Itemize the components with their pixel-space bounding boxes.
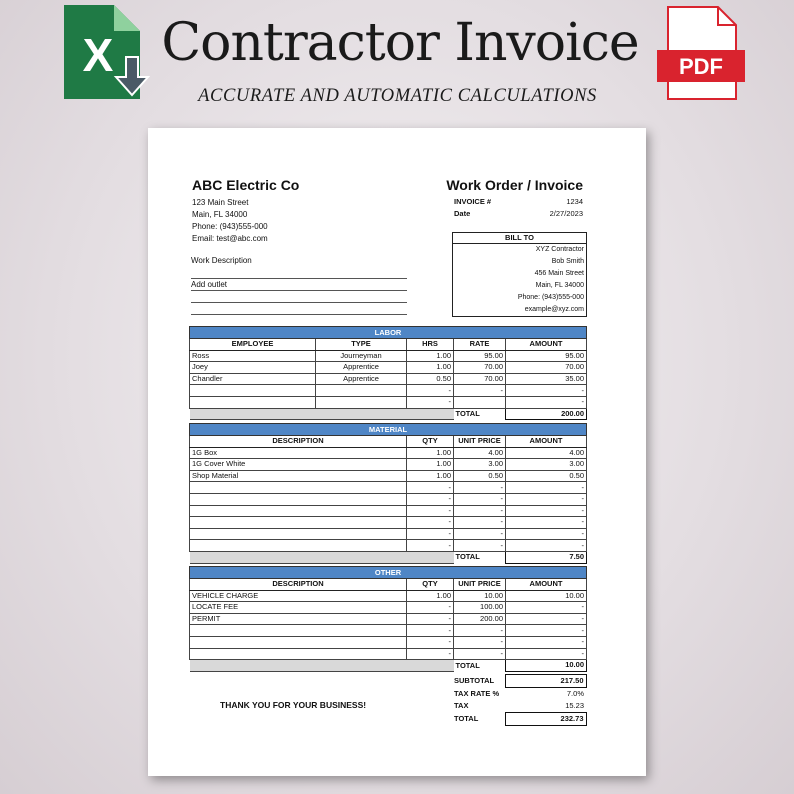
table-cell[interactable]: 3.00 xyxy=(506,459,587,471)
subtotal-row xyxy=(452,675,586,688)
material-total-value: 7.50 xyxy=(506,551,587,563)
table-cell[interactable]: VEHICLE CHARGE xyxy=(190,590,407,602)
company-address-line1: 123 Main Street xyxy=(192,198,249,207)
table-cell[interactable]: - xyxy=(407,385,454,397)
labor-total-label: TOTAL xyxy=(454,408,506,420)
table-row xyxy=(190,528,587,540)
table-row xyxy=(190,470,587,482)
table-cell[interactable]: - xyxy=(506,613,587,625)
table-cell[interactable]: - xyxy=(407,505,454,517)
column-header: EMPLOYEE xyxy=(190,339,316,351)
invoice-number[interactable]: 1234 xyxy=(566,197,583,206)
table-cell[interactable]: - xyxy=(506,636,587,648)
table-cell[interactable]: - xyxy=(454,625,506,637)
table-row xyxy=(190,648,587,660)
table-cell[interactable]: - xyxy=(407,517,454,529)
table-cell[interactable]: 1.00 xyxy=(407,459,454,471)
table-cell[interactable] xyxy=(190,396,316,408)
table-cell[interactable]: Apprentice xyxy=(316,373,407,385)
table-cell[interactable] xyxy=(190,482,407,494)
table-cell[interactable]: - xyxy=(454,528,506,540)
table-cell[interactable]: Apprentice xyxy=(316,362,407,374)
table-cell[interactable]: - xyxy=(454,636,506,648)
table-cell[interactable]: LOCATE FEE xyxy=(190,602,407,614)
table-cell[interactable]: - xyxy=(506,625,587,637)
column-header: DESCRIPTION xyxy=(190,436,407,448)
table-row xyxy=(190,636,587,648)
table-cell[interactable]: 200.00 xyxy=(454,613,506,625)
table-cell[interactable] xyxy=(190,540,407,552)
table-cell[interactable]: - xyxy=(506,540,587,552)
table-row xyxy=(190,350,587,362)
table-cell[interactable]: 3.00 xyxy=(454,459,506,471)
other-total-row xyxy=(190,660,587,672)
table-cell[interactable]: - xyxy=(506,396,587,408)
banner-title: Contractor Invoice xyxy=(161,13,639,73)
material-table xyxy=(189,423,587,564)
table-cell[interactable]: 35.00 xyxy=(506,373,587,385)
tax-rate-value[interactable]: 7.0% xyxy=(566,689,584,698)
material-total-label: TOTAL xyxy=(454,551,506,563)
table-cell[interactable]: - xyxy=(506,602,587,614)
labor-total-row xyxy=(190,408,587,420)
column-header: DESCRIPTION xyxy=(190,579,407,591)
labor-table xyxy=(189,326,587,420)
pdf-icon xyxy=(656,6,746,100)
company-name: ABC Electric Co xyxy=(192,177,300,193)
table-cell[interactable]: 4.00 xyxy=(454,447,506,459)
table-cell[interactable] xyxy=(190,517,407,529)
invoice-date[interactable]: 2/27/2023 xyxy=(549,209,583,218)
tax-row xyxy=(452,700,586,713)
work-description-line[interactable]: Add outlet xyxy=(191,278,407,291)
table-row xyxy=(190,613,587,625)
table-cell[interactable]: 70.00 xyxy=(454,373,506,385)
table-cell[interactable]: - xyxy=(506,528,587,540)
labor-column-headers xyxy=(190,339,587,351)
excel-icon xyxy=(62,5,150,105)
other-total-value: 10.00 xyxy=(506,660,587,672)
invoice-page xyxy=(148,128,646,776)
labor-total-value: 200.00 xyxy=(506,408,587,420)
column-header: UNIT PRICE xyxy=(454,436,506,448)
bill-to-line[interactable]: Phone: (943)555-000 xyxy=(517,294,584,301)
invoice-number-label: INVOICE # xyxy=(454,197,492,206)
date-label: Date xyxy=(454,209,471,218)
column-header: AMOUNT xyxy=(506,339,587,351)
table-cell[interactable]: 1.00 xyxy=(407,350,454,362)
svg-text:X: X xyxy=(82,29,114,81)
table-cell[interactable]: 4.00 xyxy=(506,447,587,459)
table-cell[interactable] xyxy=(190,648,407,660)
material-total-row xyxy=(190,551,587,563)
bill-to-line[interactable]: Main, FL 34000 xyxy=(535,282,584,289)
table-cell[interactable] xyxy=(190,493,407,505)
table-cell[interactable]: Journeyman xyxy=(316,350,407,362)
table-cell[interactable]: 0.50 xyxy=(506,470,587,482)
bill-to-line[interactable]: 456 Main Street xyxy=(534,270,584,277)
other-band xyxy=(190,567,587,579)
table-cell[interactable]: - xyxy=(454,505,506,517)
material-band xyxy=(190,424,587,436)
table-row xyxy=(190,602,587,614)
table-cell[interactable]: - xyxy=(407,625,454,637)
column-header: AMOUNT xyxy=(506,579,587,591)
other-table xyxy=(189,566,587,672)
table-cell[interactable]: - xyxy=(407,493,454,505)
table-cell[interactable]: 0.50 xyxy=(407,373,454,385)
table-cell[interactable]: - xyxy=(454,493,506,505)
column-header: QTY xyxy=(407,436,454,448)
table-cell[interactable]: - xyxy=(407,528,454,540)
table-cell[interactable]: 1.00 xyxy=(407,447,454,459)
table-cell[interactable]: 100.00 xyxy=(454,602,506,614)
total-spacer xyxy=(190,408,454,420)
table-cell[interactable]: Ross xyxy=(190,350,316,362)
bill-to-line[interactable]: XYZ Contractor xyxy=(535,246,584,253)
other-column-headers xyxy=(190,579,587,591)
company-phone: Phone: (943)555-000 xyxy=(192,222,268,231)
table-cell[interactable]: - xyxy=(506,505,587,517)
tax-value: 15.23 xyxy=(565,701,584,710)
table-row xyxy=(190,447,587,459)
material-heading: MATERIAL xyxy=(190,424,587,436)
work-description-label: Work Description xyxy=(191,256,252,265)
svg-text:PDF: PDF xyxy=(679,54,723,79)
total-spacer xyxy=(190,551,454,563)
table-cell[interactable] xyxy=(190,625,407,637)
work-description-line[interactable] xyxy=(191,291,407,303)
table-row xyxy=(190,540,587,552)
table-row xyxy=(190,625,587,637)
table-cell[interactable]: - xyxy=(454,482,506,494)
table-cell[interactable]: - xyxy=(506,648,587,660)
table-cell[interactable]: - xyxy=(454,540,506,552)
column-header: RATE xyxy=(454,339,506,351)
table-row xyxy=(190,493,587,505)
table-cell[interactable]: 95.00 xyxy=(454,350,506,362)
table-cell[interactable]: 1G Cover White xyxy=(190,459,407,471)
table-cell[interactable]: - xyxy=(407,636,454,648)
bill-to-heading: BILL TO xyxy=(453,233,586,244)
table-cell[interactable]: - xyxy=(454,385,506,397)
table-cell[interactable]: 1.00 xyxy=(407,362,454,374)
bill-to-line[interactable]: Bob Smith xyxy=(551,258,584,265)
labor-band xyxy=(190,327,587,339)
thank-you-note: THANK YOU FOR YOUR BUSINESS! xyxy=(220,700,367,710)
table-row xyxy=(190,459,587,471)
table-row xyxy=(190,396,587,408)
grand-total-row xyxy=(452,713,586,726)
table-cell[interactable] xyxy=(454,396,506,408)
tax-label: TAX xyxy=(454,701,469,711)
company-address xyxy=(192,197,268,245)
material-column-headers xyxy=(190,436,587,448)
banner-subtitle: ACCURATE AND AUTOMATIC CALCULATIONS xyxy=(198,86,597,106)
table-cell[interactable]: - xyxy=(454,648,506,660)
table-cell[interactable]: 70.00 xyxy=(506,362,587,374)
table-cell[interactable]: - xyxy=(454,517,506,529)
table-cell[interactable] xyxy=(316,396,407,408)
table-cell[interactable]: 1G Box xyxy=(190,447,407,459)
table-cell[interactable]: 70.00 xyxy=(454,362,506,374)
table-cell[interactable]: - xyxy=(407,648,454,660)
other-heading: OTHER xyxy=(190,567,587,579)
table-cell[interactable] xyxy=(190,505,407,517)
table-cell[interactable]: 0.50 xyxy=(454,470,506,482)
bill-to-box xyxy=(452,232,587,317)
table-row xyxy=(190,385,587,397)
document-title: Work Order / Invoice xyxy=(446,177,583,193)
table-row xyxy=(190,517,587,529)
table-cell[interactable]: Joey xyxy=(190,362,316,374)
table-cell[interactable]: - xyxy=(407,602,454,614)
table-cell[interactable]: - xyxy=(407,540,454,552)
table-row xyxy=(190,482,587,494)
column-header: UNIT PRICE xyxy=(454,579,506,591)
table-cell[interactable] xyxy=(190,528,407,540)
table-cell[interactable]: - xyxy=(506,482,587,494)
table-cell[interactable]: - xyxy=(407,613,454,625)
bill-to-line[interactable]: example@xyz.com xyxy=(524,306,584,313)
table-row xyxy=(190,590,587,602)
table-cell[interactable]: - xyxy=(407,482,454,494)
table-cell[interactable]: PERMIT xyxy=(190,613,407,625)
table-cell[interactable]: Chandler xyxy=(190,373,316,385)
column-header: TYPE xyxy=(316,339,407,351)
subtotal-value: 217.50 xyxy=(505,675,586,688)
table-cell[interactable]: - xyxy=(506,517,587,529)
work-description-lines xyxy=(191,278,407,315)
labor-heading: LABOR xyxy=(190,327,587,339)
tax-rate-label: TAX RATE % xyxy=(454,688,500,698)
table-row xyxy=(190,505,587,517)
table-cell[interactable]: 95.00 xyxy=(506,350,587,362)
column-header: HRS xyxy=(407,339,454,351)
table-cell[interactable] xyxy=(190,385,316,397)
table-cell[interactable]: 1.00 xyxy=(407,590,454,602)
table-cell[interactable]: Shop Material xyxy=(190,470,407,482)
work-description-line[interactable] xyxy=(191,303,407,315)
table-row xyxy=(190,373,587,385)
other-total-label: TOTAL xyxy=(454,660,506,672)
table-cell[interactable]: - xyxy=(407,396,454,408)
bill-to-lines xyxy=(453,244,586,316)
subtotal-label: SUBTOTAL xyxy=(454,676,495,685)
table-cell[interactable]: - xyxy=(506,493,587,505)
table-cell[interactable] xyxy=(316,385,407,397)
company-email: Email: test@abc.com xyxy=(192,234,268,243)
table-cell[interactable]: - xyxy=(506,385,587,397)
table-cell[interactable]: 10.00 xyxy=(454,590,506,602)
table-cell[interactable] xyxy=(190,636,407,648)
column-header: AMOUNT xyxy=(506,436,587,448)
grand-total-value: 232.73 xyxy=(505,713,586,726)
total-spacer xyxy=(190,660,454,672)
table-row xyxy=(190,362,587,374)
column-header: QTY xyxy=(407,579,454,591)
tax-rate-row xyxy=(452,688,586,701)
summary-table xyxy=(452,674,587,726)
table-cell[interactable]: 1.00 xyxy=(407,470,454,482)
table-cell[interactable]: 10.00 xyxy=(506,590,587,602)
company-address-line2: Main, FL 34000 xyxy=(192,210,248,219)
grand-total-label: TOTAL xyxy=(454,714,479,723)
